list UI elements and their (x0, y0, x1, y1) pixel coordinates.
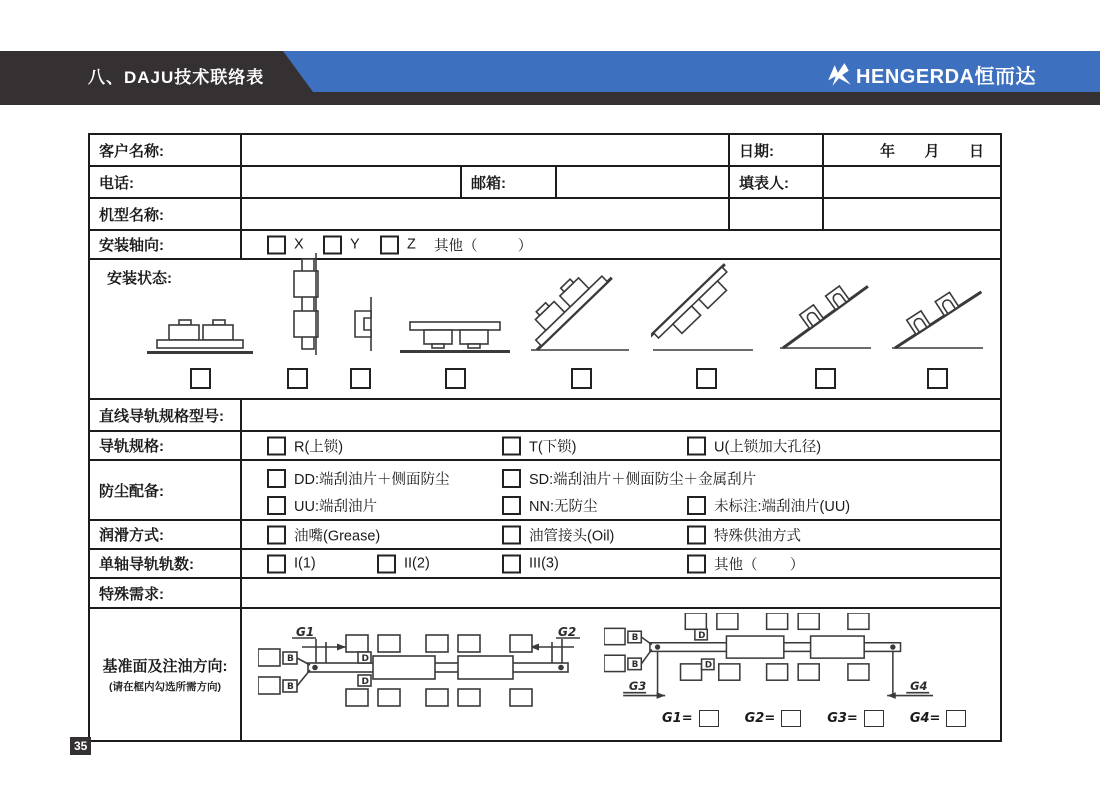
dust-option-dd[interactable]: DD:端刮油片＋侧面防尘 (267, 468, 449, 489)
state-fig-slope-clamps-2 (890, 260, 985, 389)
datum-checkbox[interactable] (604, 628, 625, 644)
g4-entry: G4= (910, 710, 967, 727)
state-fig-horizontal-bottom (398, 319, 513, 389)
g3-entry: G3= (827, 710, 884, 727)
d-face-label: D (698, 630, 706, 641)
special-value-cell[interactable] (242, 579, 1000, 607)
row-rail-count (90, 550, 1000, 579)
rail-vertical-wall-icon (272, 253, 324, 355)
datum-checkbox[interactable] (717, 613, 738, 629)
checkbox-count-3[interactable] (502, 554, 521, 573)
special-label: 特殊需求: (90, 579, 242, 607)
datum-checkbox[interactable] (426, 635, 448, 652)
b-face-label: B (631, 632, 639, 643)
row-rail-model (90, 400, 1000, 432)
checkbox-lube-special[interactable] (687, 525, 706, 544)
email-label: 邮箱: (462, 167, 557, 197)
checkbox-count-1[interactable] (267, 554, 286, 573)
dust-label: 防尘配备: (90, 461, 242, 519)
brand-bird-icon (826, 62, 852, 88)
datum-checkbox[interactable] (685, 613, 706, 629)
rail-slope-clamps-icon (890, 260, 985, 355)
checkbox-state-4[interactable] (445, 368, 466, 389)
dust-option-nn[interactable]: NN:无防尘 (502, 495, 597, 516)
dust-options-cell (242, 461, 1000, 519)
checkbox-state-7[interactable] (815, 368, 836, 389)
rail-count-options-cell (242, 550, 1000, 577)
datum-checkbox[interactable] (604, 655, 625, 671)
datum-checkbox[interactable] (378, 635, 400, 652)
spec-option-t[interactable]: T(下锁) (502, 435, 577, 456)
count-option-1[interactable]: I(1) (267, 554, 316, 573)
install-state-label: 安装状态: (107, 270, 172, 287)
datum-checkbox[interactable] (346, 689, 368, 706)
checkbox-dust-unmarked[interactable] (687, 496, 706, 515)
datum-checkbox[interactable] (848, 613, 869, 629)
checkbox-g1[interactable] (699, 710, 719, 727)
state-fig-slope-clamps-1 (778, 260, 873, 389)
d-face-label: D (361, 654, 369, 664)
g-entry-row (662, 710, 966, 727)
datum-checkbox[interactable] (258, 677, 280, 694)
machine-value-cell[interactable] (242, 199, 730, 229)
datum-label: 基准面及注油方向: (102, 658, 228, 675)
checkbox-state-5[interactable] (571, 368, 592, 389)
checkbox-g3[interactable] (864, 710, 884, 727)
datum-checkbox[interactable] (258, 649, 280, 666)
state-fig-horizontal-top (145, 319, 255, 389)
checkbox-dust-uu[interactable] (267, 496, 286, 515)
row-lube (90, 521, 1000, 550)
filler-value-cell[interactable] (824, 167, 1000, 197)
rail-model-label: 直线导轨规格型号: (90, 400, 242, 430)
rail-horizontal-bottom-icon (398, 319, 513, 355)
datum-checkbox[interactable] (510, 689, 532, 706)
datum-checkbox[interactable] (510, 635, 532, 652)
rail-count-label: 单轴导轨轨数: (90, 550, 242, 577)
b-face-label: B (631, 659, 639, 670)
datum-checkbox[interactable] (458, 689, 480, 706)
checkbox-spec-u[interactable] (687, 436, 706, 455)
datum-label-cell (90, 609, 242, 740)
brand-logo (826, 60, 1036, 89)
state-fig-side-clamp (341, 293, 381, 389)
date-month: 月 (924, 142, 940, 160)
row-special (90, 579, 1000, 609)
spec-option-u[interactable]: U(上锁加大孔径) (687, 435, 821, 456)
rail-side-clamp-icon (341, 293, 381, 355)
date-year: 年 (880, 142, 896, 160)
g2-dim-label: G2 (558, 625, 577, 639)
datum-checkbox[interactable] (458, 635, 480, 652)
phone-label: 电话: (90, 167, 242, 197)
lube-option-special[interactable]: 特殊供油方式 (687, 524, 801, 545)
checkbox-lube-oil[interactable] (502, 525, 521, 544)
checkbox-spec-t[interactable] (502, 436, 521, 455)
row-install-state (90, 260, 1000, 400)
checkbox-dust-nn[interactable] (502, 496, 521, 515)
lube-option-oil[interactable]: 油管接头(Oil) (502, 524, 614, 545)
datum-checkbox[interactable] (346, 635, 368, 652)
g1-dim-label: G1 (296, 625, 315, 639)
rail-spec-label: 导轨规格: (90, 432, 242, 459)
email-value-cell[interactable] (557, 167, 730, 197)
datum-checkbox[interactable] (681, 664, 702, 680)
checkbox-count-other[interactable] (687, 554, 706, 573)
technical-contact-form (88, 133, 1002, 742)
datum-checkbox[interactable] (426, 689, 448, 706)
date-value-cell[interactable] (824, 135, 1000, 165)
lube-options-cell (242, 521, 1000, 548)
checkbox-lube-grease[interactable] (267, 525, 286, 544)
filler-label: 填表人: (730, 167, 824, 197)
checkbox-dust-sd[interactable] (502, 469, 521, 488)
datum-checkbox[interactable] (798, 613, 819, 629)
datum-diagram-left (258, 625, 588, 717)
checkbox-axis-x[interactable] (267, 235, 286, 254)
lube-option-grease[interactable]: 油嘴(Grease) (267, 524, 380, 545)
checkbox-state-2[interactable] (287, 368, 308, 389)
date-day: 日 (968, 142, 984, 160)
checkbox-g4[interactable] (946, 710, 966, 727)
spec-option-r[interactable]: R(上锁) (267, 435, 343, 456)
datum-checkbox[interactable] (767, 664, 788, 680)
axis-label: 安装轴向: (90, 231, 242, 258)
machine-label: 机型名称: (90, 199, 242, 229)
d-face-label: D (361, 677, 369, 687)
datum-checkbox[interactable] (848, 664, 869, 680)
datum-checkbox[interactable] (798, 664, 819, 680)
datum-diagram-right (604, 613, 934, 709)
rail-model-value-cell[interactable] (242, 400, 1000, 430)
checkbox-g2[interactable] (781, 710, 801, 727)
d-face-label: D (704, 660, 713, 671)
axis-option-z[interactable]: Z (380, 235, 416, 254)
state-fig-vertical-wall (272, 253, 324, 389)
state-fig-incline-top (529, 255, 634, 389)
lube-label: 润滑方式: (90, 521, 242, 548)
g2-entry: G2= (745, 710, 802, 727)
rail-incline-top-icon (529, 255, 634, 355)
checkbox-state-6[interactable] (696, 368, 717, 389)
datum-diagram-cell (242, 609, 1000, 740)
g3-dim-label: G3 (628, 678, 647, 693)
g4-dim-label: G4 (910, 678, 928, 693)
state-fig-incline-bottom (651, 255, 761, 389)
row-machine (90, 199, 1000, 231)
dust-option-unmarked[interactable]: 未标注:端刮油片(UU) (687, 495, 850, 516)
checkbox-axis-z[interactable] (380, 235, 399, 254)
machine-extra-cell-2[interactable] (824, 199, 1000, 229)
rail-slope-clamps-icon (778, 260, 873, 355)
install-state-cell (90, 260, 1000, 398)
checkbox-state-3[interactable] (350, 368, 371, 389)
checkbox-axis-y[interactable] (323, 235, 342, 254)
count-option-other[interactable]: 其他（ ） (687, 553, 804, 574)
customer-label: 客户名称: (90, 135, 242, 165)
count-option-3[interactable]: III(3) (502, 554, 559, 573)
dust-option-sd[interactable]: SD:端刮油片＋侧面防尘＋金属刮片 (502, 468, 756, 489)
datum-note: (请在框内勾选所需方向) (109, 681, 221, 693)
checkbox-count-2[interactable] (377, 554, 396, 573)
axis-option-y[interactable]: Y (323, 235, 360, 254)
brand-name: HENGERDA恒而达 (856, 66, 1036, 88)
rail-incline-bottom-icon (651, 255, 761, 355)
checkbox-spec-r[interactable] (267, 436, 286, 455)
checkbox-state-1[interactable] (190, 368, 211, 389)
row-rail-spec (90, 432, 1000, 461)
install-state-figures (145, 253, 985, 389)
customer-value-cell[interactable] (242, 135, 730, 165)
page-number: 35 (70, 737, 91, 755)
date-label: 日期: (730, 135, 824, 165)
count-option-2[interactable]: II(2) (377, 554, 430, 573)
b-face-label: B (287, 682, 294, 692)
axis-option-other[interactable]: 其他（ ） (434, 238, 533, 254)
checkbox-dust-dd[interactable] (267, 469, 286, 488)
row-customer (90, 135, 1000, 167)
checkbox-state-8[interactable] (927, 368, 948, 389)
rail-spec-options-cell (242, 432, 1000, 459)
axis-option-x[interactable]: X (267, 235, 304, 254)
row-datum (90, 609, 1000, 740)
row-dust (90, 461, 1000, 521)
g1-entry: G1= (662, 710, 719, 727)
phone-value-cell[interactable] (242, 167, 462, 197)
row-phone-email (90, 167, 1000, 199)
machine-extra-cell-1[interactable] (730, 199, 824, 229)
datum-checkbox[interactable] (719, 664, 740, 680)
datum-checkbox[interactable] (378, 689, 400, 706)
dust-option-uu[interactable]: UU:端刮油片 (267, 495, 377, 516)
datum-checkbox[interactable] (767, 613, 788, 629)
b-face-label: B (287, 654, 294, 664)
page-title: 八、DAJU技术联络表 (88, 68, 265, 87)
rail-horizontal-top-icon (145, 319, 255, 355)
